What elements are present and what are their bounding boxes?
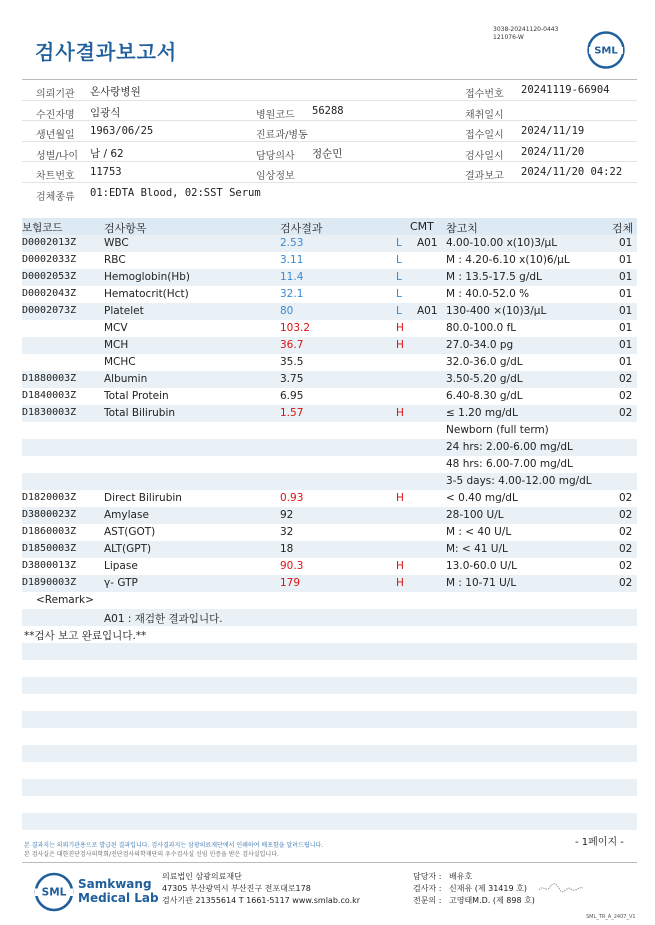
specimen-type-label: 검체종류 — [36, 191, 75, 203]
reference-range: 80.0-100.0 fL — [446, 322, 517, 334]
result-flag: H — [396, 560, 404, 572]
test-name: Albumin — [104, 373, 148, 385]
footer-divider — [22, 862, 637, 863]
patient-info-row — [22, 183, 637, 204]
remark-text: A01 : 재검한 결과입니다. — [104, 613, 223, 625]
inst-line-3: 검사기관 21355614 T 1661-5117 www.smlab.co.kr — [162, 896, 361, 905]
patient-info-section — [22, 79, 637, 204]
blank-row — [22, 694, 637, 711]
document-code — [493, 26, 558, 42]
remark-header-row — [22, 592, 637, 609]
reference-range: M : 40.0-52.0 % — [446, 288, 530, 300]
reference-range: M : < 40 U/L — [446, 526, 512, 538]
staff-name: 고영태M.D. (제 898 호) — [449, 896, 535, 905]
table-row — [22, 575, 637, 592]
inst-line-2: 47305 부산광역시 부산진구 전포대로178 — [162, 884, 311, 893]
col-cmt-header: CMT — [410, 220, 434, 233]
results-table-header — [22, 218, 637, 235]
blank-row — [22, 779, 637, 796]
test-result: 80 — [280, 305, 294, 317]
sml-footer-logo-text: SML — [41, 886, 67, 899]
reference-range: M : 10-71 U/L — [446, 577, 517, 589]
result-flag: H — [396, 492, 404, 504]
result-flag: H — [396, 322, 404, 334]
reference-range: 24 hrs: 2.00-6.00 mg/dL — [446, 441, 573, 453]
test-code: D0002013Z — [22, 237, 77, 248]
test-result: 90.3 — [280, 560, 304, 572]
test-name: RBC — [104, 254, 126, 266]
test-result: 1.57 — [280, 407, 304, 419]
name-value: 임광식 — [90, 106, 121, 119]
test-code: D0002053Z — [22, 271, 77, 282]
patient-info-row — [22, 101, 637, 122]
test-name: WBC — [104, 237, 129, 249]
reference-range: 3-5 days: 4.00-12.00 mg/dL — [446, 475, 592, 487]
test-code: D3800013Z — [22, 560, 77, 571]
reference-range: M: < 41 U/L — [446, 543, 508, 555]
footnote-line-1: 본 결과지는 의뢰기관용으로 발급된 결과입니다. 검사결과지는 삼광의료재단에서 인쇄하여 배포함을 알려드립니다. — [24, 842, 324, 849]
test-name: Amylase — [104, 509, 149, 521]
test-result: 92 — [280, 509, 294, 521]
comment-code: A01 — [417, 237, 438, 249]
sml-logo-text: SML — [594, 45, 618, 57]
patient-info-row — [22, 142, 637, 163]
specimen-code: 01 — [619, 237, 633, 249]
comment-code: A01 — [417, 305, 438, 317]
result-flag: L — [396, 237, 402, 249]
table-row — [22, 473, 637, 490]
specimen-code: 01 — [619, 288, 633, 300]
specimen-code: 01 — [619, 254, 633, 266]
report-complete-text: **검사 보고 완료입니다.** — [24, 630, 147, 642]
complete-row — [22, 626, 637, 643]
chart-no-label: 차트번호 — [36, 171, 75, 183]
institution-info — [162, 871, 360, 907]
result-flag: L — [396, 288, 402, 300]
patient-info-row — [22, 162, 637, 183]
reference-range: < 0.40 mg/dL — [446, 492, 518, 504]
remark-text-row — [22, 609, 637, 626]
reference-range: 28-100 U/L — [446, 509, 504, 521]
blank-row — [22, 762, 637, 779]
blank-row — [22, 660, 637, 677]
test-name: Lipase — [104, 560, 138, 572]
table-row — [22, 507, 637, 524]
table-row — [22, 320, 637, 337]
report-time-value: 2024/11/20 04:22 — [521, 166, 623, 179]
test-result: 35.5 — [280, 356, 304, 368]
table-row — [22, 371, 637, 388]
test-code: D0002033Z — [22, 254, 77, 265]
table-row — [22, 541, 637, 558]
doctor-value: 정순민 — [312, 147, 343, 160]
col-item-header: 검사항목 — [104, 222, 147, 235]
table-row — [22, 269, 637, 286]
receipt-no-value: 20241119-66904 — [521, 84, 610, 96]
footnote-line-2: 본 검사실은 대한진단검사의학회/진단검사의학재단의 우수검사실 신임 인증을 받은 검사실입니다. — [24, 851, 279, 858]
specimen-code: 01 — [619, 356, 633, 368]
sml-footer-logo-icon — [34, 872, 74, 912]
reference-range: 6.40-8.30 g/dL — [446, 390, 523, 402]
table-row — [22, 524, 637, 541]
specimen-code: 02 — [619, 492, 633, 504]
table-row — [22, 235, 637, 252]
inst-line-1: 의료법인 삼광의료재단 — [162, 872, 242, 881]
table-row — [22, 388, 637, 405]
form-number: SML_TR_A_2407_V1 — [586, 914, 636, 920]
blank-row — [22, 643, 637, 660]
result-flag: L — [396, 254, 402, 266]
institution-value: 온사랑병원 — [90, 86, 141, 98]
test-code: D1860003Z — [22, 526, 77, 537]
test-name: Total Bilirubin — [104, 407, 176, 419]
specimen-code: 02 — [619, 509, 633, 521]
table-row — [22, 558, 637, 575]
staff-name: 배유호 — [449, 872, 473, 881]
doctor-label: 담당의사 — [256, 150, 295, 162]
table-row — [22, 252, 637, 269]
staff-name: 신재유 (제 31419 호) — [449, 884, 527, 893]
specimen-code: 02 — [619, 577, 633, 589]
reference-range: 13.0-60.0 U/L — [446, 560, 517, 572]
hospital-code-value: 56288 — [312, 104, 344, 117]
test-result: 32.1 — [280, 288, 304, 300]
receipt-no-label: 접수번호 — [465, 89, 504, 100]
blank-row — [22, 677, 637, 694]
table-row — [22, 490, 637, 507]
report-time-label: 결과보고 — [465, 171, 504, 183]
col-ref-header: 참고치 — [446, 222, 478, 235]
test-result: 2.53 — [280, 237, 304, 249]
test-code: D0002073Z — [22, 305, 77, 316]
receipt-date-value: 2024/11/19 — [521, 125, 585, 138]
report-title: 검사결과보고서 — [35, 40, 178, 64]
result-flag: H — [396, 577, 404, 589]
blank-row — [22, 745, 637, 762]
col-specimen-header: 검체 — [612, 222, 634, 235]
footnote — [24, 841, 323, 859]
specimen-code: 01 — [619, 322, 633, 334]
table-row — [22, 405, 637, 422]
table-row — [22, 439, 637, 456]
test-name: ALT(GPT) — [104, 543, 152, 555]
test-name: MCV — [104, 322, 128, 334]
test-code: D0002043Z — [22, 288, 77, 299]
blank-row — [22, 813, 637, 830]
test-name: γ- GTP — [104, 577, 138, 589]
name-label: 수진자명 — [36, 109, 75, 121]
specimen-code: 02 — [619, 373, 633, 385]
table-row — [22, 303, 637, 320]
test-code: D1840003Z — [22, 390, 77, 401]
test-date-value: 2024/11/20 — [521, 145, 585, 158]
staff-manager — [413, 871, 535, 883]
table-row — [22, 286, 637, 303]
signature-icon — [537, 881, 585, 895]
dob-label: 생년월일 — [36, 130, 75, 142]
test-result: 36.7 — [280, 339, 304, 351]
specimen-code: 01 — [619, 305, 633, 317]
test-result: 6.95 — [280, 390, 304, 402]
test-result: 0.93 — [280, 492, 304, 504]
institution-label: 의뢰기관 — [36, 89, 75, 100]
blank-row — [22, 728, 637, 745]
test-result: 3.75 — [280, 373, 304, 385]
reference-range: 48 hrs: 6.00-7.00 mg/dL — [446, 458, 573, 470]
brand-line-1: Samkwang — [78, 877, 152, 891]
test-name: MCH — [104, 339, 129, 351]
specimen-code: 01 — [619, 271, 633, 283]
test-result: 32 — [280, 526, 294, 538]
specimen-code: 02 — [619, 526, 633, 538]
test-code: D1890003Z — [22, 577, 77, 588]
test-result: 179 — [280, 577, 301, 589]
col-code-header: 보험코드 — [22, 222, 63, 234]
table-row — [22, 337, 637, 354]
collection-time-label: 채취일시 — [465, 109, 504, 121]
reference-range: ≤ 1.20 mg/dL — [446, 407, 518, 419]
test-name: Hemoglobin(Hb) — [104, 271, 191, 283]
dept-label: 진료과/병동 — [256, 130, 308, 142]
reference-range: 32.0-36.0 g/dL — [446, 356, 523, 368]
hospital-code-label: 병원코드 — [256, 109, 295, 121]
table-row — [22, 456, 637, 473]
chart-no-value: 11753 — [90, 166, 122, 179]
test-result: 18 — [280, 543, 294, 555]
col-result-header: 검사결과 — [280, 222, 323, 235]
test-code: D1880003Z — [22, 373, 77, 384]
doc-code-line-2: 121076-W — [493, 34, 524, 41]
staff-role: 검사자 : — [413, 884, 442, 893]
result-flag: L — [396, 305, 402, 317]
patient-info-row — [22, 121, 637, 142]
results-table — [22, 218, 637, 830]
test-name: Platelet — [104, 305, 144, 317]
test-result: 103.2 — [280, 322, 311, 334]
result-flag: H — [396, 407, 404, 419]
staff-tester — [413, 883, 535, 895]
specimen-code: 02 — [619, 407, 633, 419]
test-result: 3.11 — [280, 254, 304, 266]
result-flag: L — [396, 271, 402, 283]
test-name: Hematocrit(Hct) — [104, 288, 189, 300]
specimen-code: 02 — [619, 543, 633, 555]
specimen-type-value: 01:EDTA Blood, 02:SST Serum — [90, 186, 261, 199]
doc-code-line-1: 3038-20241120-0443 — [493, 26, 559, 33]
results-body — [22, 235, 637, 592]
test-code: D1820003Z — [22, 492, 77, 503]
sml-logo-icon — [587, 31, 625, 69]
specimen-code: 02 — [619, 390, 633, 402]
sex-age-label: 성별/나이 — [36, 150, 79, 162]
receipt-date-label: 접수일시 — [465, 130, 504, 142]
test-name: MCHC — [104, 356, 136, 368]
reference-range: M : 13.5-17.5 g/dL — [446, 271, 542, 283]
test-name: AST(GOT) — [104, 526, 156, 538]
dob-value: 1963/06/25 — [90, 125, 154, 138]
clinical-label: 임상정보 — [256, 171, 295, 183]
specimen-code: 01 — [619, 339, 633, 351]
remark-label: <Remark> — [36, 594, 94, 606]
blank-rows — [22, 643, 637, 830]
test-code: D1850003Z — [22, 543, 77, 554]
reference-range: 3.50-5.20 g/dL — [446, 373, 523, 385]
table-row — [22, 422, 637, 439]
test-date-label: 검사일시 — [465, 150, 504, 162]
blank-row — [22, 711, 637, 728]
staff-info — [413, 871, 535, 907]
test-code: D1830003Z — [22, 407, 77, 418]
staff-role: 전문의 : — [413, 896, 442, 905]
specimen-code: 02 — [619, 560, 633, 572]
table-row — [22, 354, 637, 371]
result-flag: H — [396, 339, 404, 351]
staff-role: 담당자 : — [413, 872, 442, 881]
reference-range: M : 4.20-6.10 x(10)6/μL — [446, 254, 570, 266]
test-result: 11.4 — [280, 271, 304, 283]
sex-age-value: 남 / 62 — [90, 147, 124, 160]
patient-info-row — [22, 80, 637, 101]
page-number: - 1페이지 - — [575, 837, 624, 848]
reference-range: 4.00-10.00 x(10)3/μL — [446, 237, 558, 249]
test-name: Direct Bilirubin — [104, 492, 182, 504]
reference-range: 27.0-34.0 pg — [446, 339, 514, 351]
blank-row — [22, 796, 637, 813]
brand-name — [78, 877, 159, 905]
brand-line-2: Medical Lab — [78, 891, 159, 905]
test-code: D3800023Z — [22, 509, 77, 520]
test-name: Total Protein — [104, 390, 169, 402]
reference-range: 130-400 ×(10)3/μL — [446, 305, 547, 317]
reference-range: Newborn (full term) — [446, 424, 549, 436]
staff-specialist — [413, 895, 535, 907]
